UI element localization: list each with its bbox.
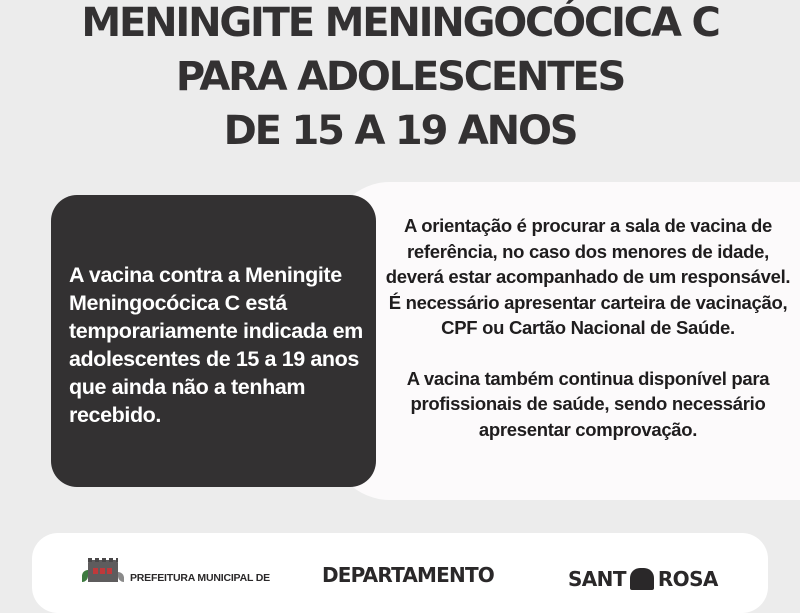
prefeitura-label: PREFEITURA MUNICIPAL DE: [130, 572, 270, 584]
highlight-text: A vacina contra a Meningite Meningocócica C está temporariamente indicada em adolescentes de 15 a 19 anos que ainda não a tenham recebido.: [69, 263, 363, 427]
logo-departamento: DEPARTAMENTO: [322, 563, 494, 587]
logo-santa-rosa: [568, 567, 718, 591]
santa-rosa-label-right: ROSA: [657, 567, 718, 591]
santa-rosa-label-left: SANT: [568, 567, 626, 591]
santa-rosa-logo-glyph-icon: [630, 568, 654, 590]
info-card: [378, 213, 798, 442]
title-line-2: PARA ADOLESCENTES: [175, 54, 625, 100]
page-title: [0, 0, 800, 158]
title-line-1: MENINGITE MENINGOCÓCICA C: [81, 0, 719, 46]
info-paragraph-orientation: A orientação é procurar a sala de vacina de referência, no caso dos menores de idade, deverá estar acompanhado de um responsável. É necessário apresentar carteira de vacinação, CPF ou Cartão Nacional de Saúde.: [385, 215, 791, 338]
municipal-crest-icon: [82, 558, 124, 582]
title-line-3: DE 15 A 19 ANOS: [223, 108, 577, 154]
info-paragraph-professionals: A vacina também continua disponível para profissionais de saúde, sendo necessário apresentar comprovação.: [406, 367, 770, 440]
highlight-card: [51, 195, 376, 487]
logo-prefeitura: [82, 558, 270, 582]
